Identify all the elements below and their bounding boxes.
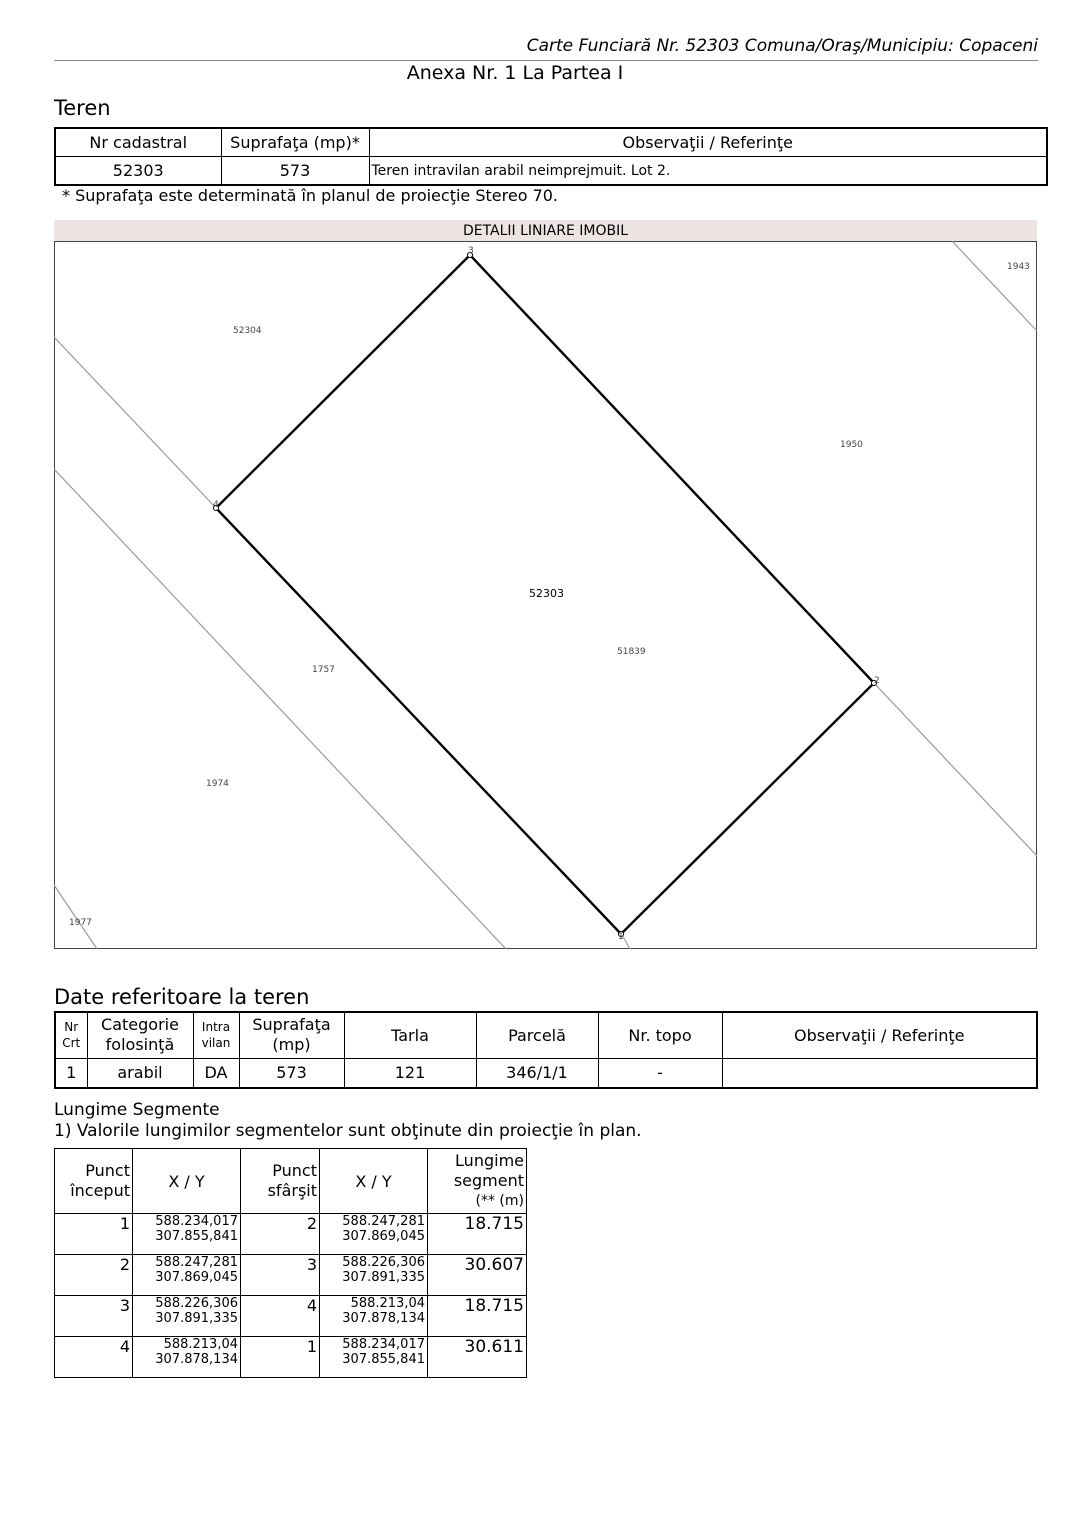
col-punct-sfarsit: Punct sfârşit bbox=[241, 1149, 320, 1214]
cell-nr: 1 bbox=[55, 1058, 87, 1088]
col-nr-topo: Nr. topo bbox=[598, 1012, 722, 1058]
point-label: 2 bbox=[874, 676, 880, 686]
cell-start: 4 bbox=[55, 1337, 133, 1378]
date-teren-table bbox=[54, 1011, 1038, 1089]
segmente-heading: Lungime Segmente bbox=[54, 1100, 220, 1120]
segmente-table bbox=[54, 1148, 527, 1378]
cell-start-xy bbox=[133, 1255, 241, 1296]
teren-table bbox=[54, 127, 1048, 186]
table-row bbox=[55, 1337, 527, 1378]
cell-topo: - bbox=[598, 1058, 722, 1088]
col-nr-cadastral: Nr cadastral bbox=[55, 128, 221, 157]
end-x: 588.234,017 bbox=[342, 1337, 425, 1352]
cell-suprafata: 573 bbox=[239, 1058, 344, 1088]
parcel-label: 1757 bbox=[312, 665, 335, 675]
header-divider bbox=[54, 60, 1038, 61]
cell-start: 3 bbox=[55, 1296, 133, 1337]
cell-end-xy bbox=[320, 1296, 428, 1337]
end-y: 307.869,045 bbox=[342, 1229, 425, 1244]
end-x: 588.226,306 bbox=[342, 1255, 425, 1270]
date-teren-heading: Date referitoare la teren bbox=[54, 985, 310, 1009]
cell-end: 2 bbox=[241, 1214, 320, 1255]
parcel-label: 1974 bbox=[206, 779, 229, 789]
end-y: 307.855,841 bbox=[342, 1352, 425, 1367]
cell-length: 30.611 bbox=[428, 1337, 527, 1378]
end-y: 307.878,134 bbox=[342, 1311, 425, 1326]
start-x: 588.226,306 bbox=[155, 1296, 238, 1311]
parcel-label: 1950 bbox=[840, 440, 863, 450]
table-row bbox=[55, 157, 1047, 186]
start-x: 588.213,04 bbox=[163, 1337, 238, 1352]
table-row bbox=[55, 1296, 527, 1337]
cell-end: 3 bbox=[241, 1255, 320, 1296]
end-x: 588.247,281 bbox=[342, 1214, 425, 1229]
segmente-note: 1) Valorile lungimilor segmentelor sunt obţinute din proiecţie în plan. bbox=[54, 1121, 642, 1141]
cell-nr-cadastral: 52303 bbox=[55, 157, 221, 186]
point-label: 4 bbox=[213, 500, 219, 510]
parcel-label: 51839 bbox=[617, 647, 646, 657]
end-x: 588.213,04 bbox=[350, 1296, 425, 1311]
col-xy-end: X / Y bbox=[320, 1149, 428, 1214]
cell-length: 30.607 bbox=[428, 1255, 527, 1296]
col-punct-inceput: Punct început bbox=[55, 1149, 133, 1214]
cell-intravilan: DA bbox=[193, 1058, 239, 1088]
cell-parcela: 346/1/1 bbox=[476, 1058, 598, 1088]
cell-end-xy bbox=[320, 1255, 428, 1296]
cell-start-xy bbox=[133, 1296, 241, 1337]
cell-end-xy bbox=[320, 1214, 428, 1255]
col-intravilan: Intra vilan bbox=[193, 1012, 239, 1058]
teren-table-header bbox=[55, 128, 1047, 157]
cell-obs bbox=[722, 1058, 1037, 1088]
col-lungime bbox=[428, 1149, 527, 1214]
cell-end-xy bbox=[320, 1337, 428, 1378]
date-teren-header bbox=[55, 1012, 1037, 1058]
cell-end: 1 bbox=[241, 1337, 320, 1378]
point-label: 3 bbox=[468, 246, 474, 256]
table-row bbox=[55, 1255, 527, 1296]
parcel-label-main: 52303 bbox=[529, 587, 564, 600]
cadastral-plan bbox=[54, 241, 1037, 949]
start-y: 307.855,841 bbox=[155, 1229, 238, 1244]
col-parcela: Parcelă bbox=[476, 1012, 598, 1058]
cell-length: 18.715 bbox=[428, 1296, 527, 1337]
col-xy-start: X / Y bbox=[133, 1149, 241, 1214]
cell-start-xy bbox=[133, 1214, 241, 1255]
start-y: 307.878,134 bbox=[155, 1352, 238, 1367]
col-lungime-label: Lungime segment bbox=[453, 1151, 524, 1190]
segmente-heading-block bbox=[54, 1100, 642, 1142]
start-y: 307.869,045 bbox=[155, 1270, 238, 1285]
plan-title: DETALII LINIARE IMOBIL bbox=[54, 220, 1037, 241]
cell-suprafata: 573 bbox=[221, 157, 369, 186]
segmente-header bbox=[55, 1149, 527, 1214]
cell-tarla: 121 bbox=[344, 1058, 476, 1088]
cell-start: 1 bbox=[55, 1214, 133, 1255]
teren-heading: Teren bbox=[54, 96, 111, 120]
col-tarla: Tarla bbox=[344, 1012, 476, 1058]
cell-length: 18.715 bbox=[428, 1214, 527, 1255]
parcel-label: 1943 bbox=[1007, 262, 1030, 272]
cell-start-xy bbox=[133, 1337, 241, 1378]
table-row bbox=[55, 1214, 527, 1255]
start-x: 588.247,281 bbox=[155, 1255, 238, 1270]
col-lungime-unit: (** (m) bbox=[475, 1193, 524, 1209]
col-observatii: Observaţii / Referinţe bbox=[722, 1012, 1037, 1058]
anexa-title: Anexa Nr. 1 La Partea I bbox=[406, 62, 624, 84]
cell-categorie: arabil bbox=[87, 1058, 193, 1088]
end-y: 307.891,335 bbox=[342, 1270, 425, 1285]
point-label: 1 bbox=[618, 932, 624, 942]
col-categorie: Categorie folosinţă bbox=[87, 1012, 193, 1058]
projection-note: * Suprafaţa este determinată în planul de proiecţie Stereo 70. bbox=[62, 186, 559, 205]
col-nr-crt: Nr Crt bbox=[55, 1012, 87, 1058]
cell-observatii: Teren intravilan arabil neimprejmuit. Lot 2. bbox=[369, 157, 1047, 186]
start-x: 588.234,017 bbox=[155, 1214, 238, 1229]
col-observatii: Observaţii / Referinţe bbox=[369, 128, 1047, 157]
cell-end: 4 bbox=[241, 1296, 320, 1337]
parcel-label: 1977 bbox=[69, 918, 92, 928]
table-row bbox=[55, 1058, 1037, 1088]
col-suprafata: Suprafaţa (mp) bbox=[239, 1012, 344, 1058]
col-suprafata: Suprafaţa (mp)* bbox=[221, 128, 369, 157]
cell-start: 2 bbox=[55, 1255, 133, 1296]
parcel-label: 52304 bbox=[233, 326, 262, 336]
document-header: Carte Funciară Nr. 52303 Comuna/Oraş/Municipiu: Copaceni bbox=[526, 36, 1038, 56]
start-y: 307.891,335 bbox=[155, 1311, 238, 1326]
